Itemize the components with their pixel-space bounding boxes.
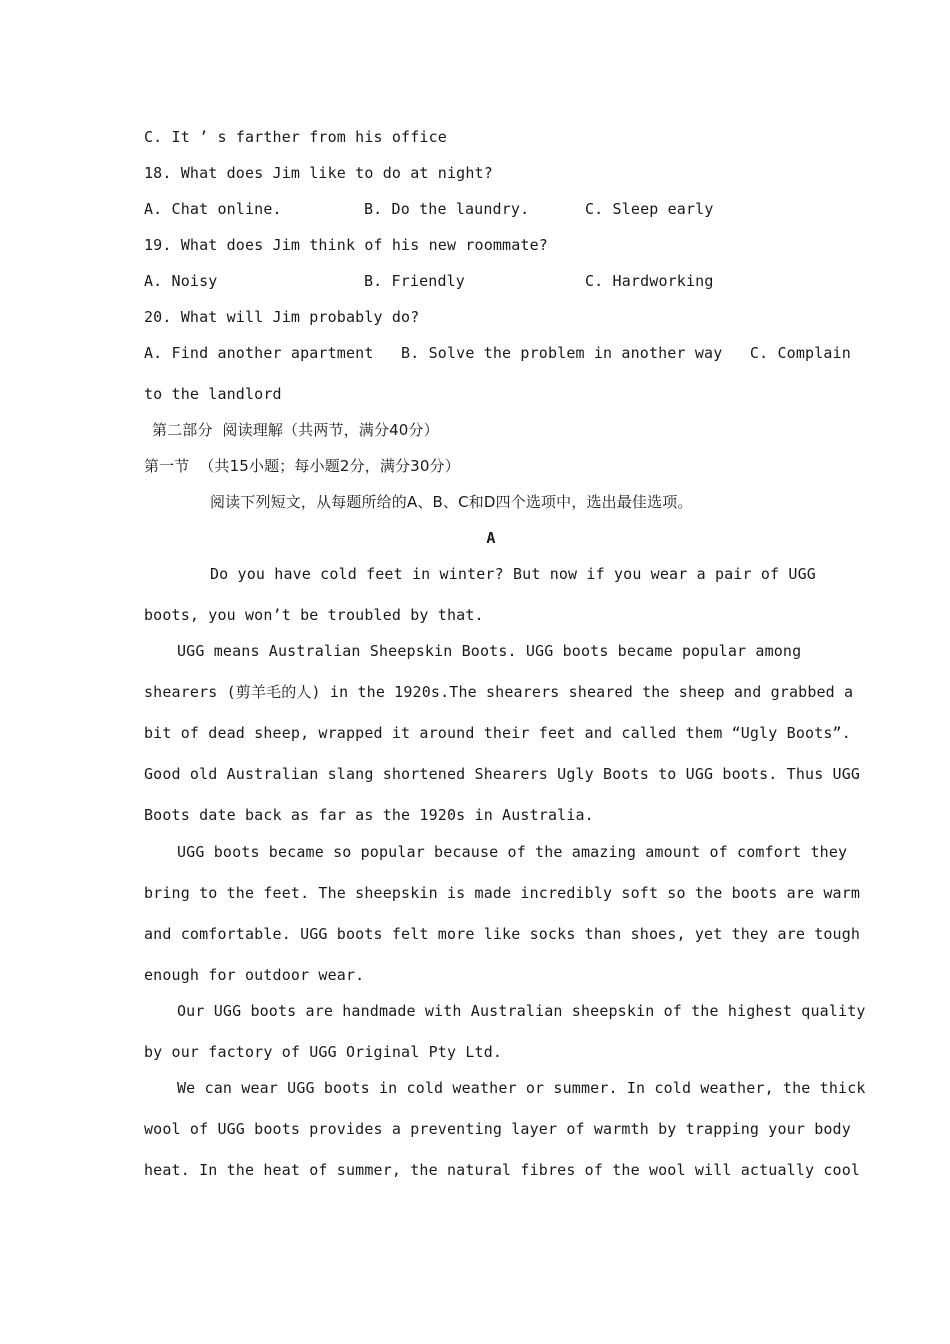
passage-line: wool of UGG boots provides a preventing layer of warmth by trapping your body: [144, 1120, 851, 1138]
passage-line: heat. In the heat of summer, the natural fibres of the wool will actually cool: [144, 1161, 861, 1179]
q19-option-b: B. Friendly: [364, 272, 465, 290]
passage-line: boots, you won’t be troubled by that.: [144, 606, 484, 624]
passage-line: UGG boots became so popular because of the amazing amount of comfort they: [177, 843, 848, 861]
section1-heading: 第一节 （共15小题；每小题2分，满分30分）: [144, 457, 460, 475]
q20-question: 20. What will Jim probably do?: [144, 308, 420, 326]
passage-line: Our UGG boots are handmade with Australian sheepskin of the highest quality: [177, 1002, 866, 1020]
reading-instruction: 阅读下列短文，从每题所给的A、B、C和D四个选项中，选出最佳选项。: [210, 493, 693, 511]
passage-label: A: [486, 529, 496, 547]
passage-line: Good old Australian slang shortened Shearers Ugly Boots to UGG boots. Thus UGG: [144, 765, 861, 783]
passage-line: enough for outdoor wear.: [144, 966, 365, 984]
q19-option-a: A. Noisy: [144, 272, 218, 290]
q20-options-line2: to the landlord: [144, 385, 282, 403]
passage-line: and comfortable. UGG boots felt more like socks than shoes, yet they are tough: [144, 925, 861, 943]
q18-question: 18. What does Jim like to do at night?: [144, 164, 493, 182]
passage-line: Do you have cold feet in winter? But now if you wear a pair of UGG: [210, 565, 816, 583]
passage-line: bit of dead sheep, wrapped it around their feet and called them “Ugly Boots”.: [144, 724, 851, 742]
q18-option-a: A. Chat online.: [144, 200, 282, 218]
q18-option-c: C. Sleep early: [585, 200, 714, 218]
passage-line: We can wear UGG boots in cold weather or summer. In cold weather, the thick: [177, 1079, 866, 1097]
q19-question: 19. What does Jim think of his new roommate?: [144, 236, 548, 254]
passage-line: bring to the feet. The sheepskin is made incredibly soft so the boots are warm: [144, 884, 861, 902]
q17-option-c: C. It ’ s farther from his office: [144, 128, 447, 146]
passage-line: UGG means Australian Sheepskin Boots. UGG boots became popular among: [177, 642, 802, 660]
passage-line: by our factory of UGG Original Pty Ltd.: [144, 1043, 503, 1061]
q18-option-b: B. Do the laundry.: [364, 200, 530, 218]
passage-line: Boots date back as far as the 1920s in Australia.: [144, 806, 594, 824]
passage-line: shearers (剪羊毛的人) in the 1920s.The shearers sheared the sheep and grabbed a: [144, 683, 854, 701]
part2-title: 第二部分 阅读理解（共两节，满分40分）: [152, 421, 439, 439]
q19-option-c: C. Hardworking: [585, 272, 714, 290]
q20-options-line1: A. Find another apartment B. Solve the problem in another way C. Complain: [144, 344, 851, 362]
